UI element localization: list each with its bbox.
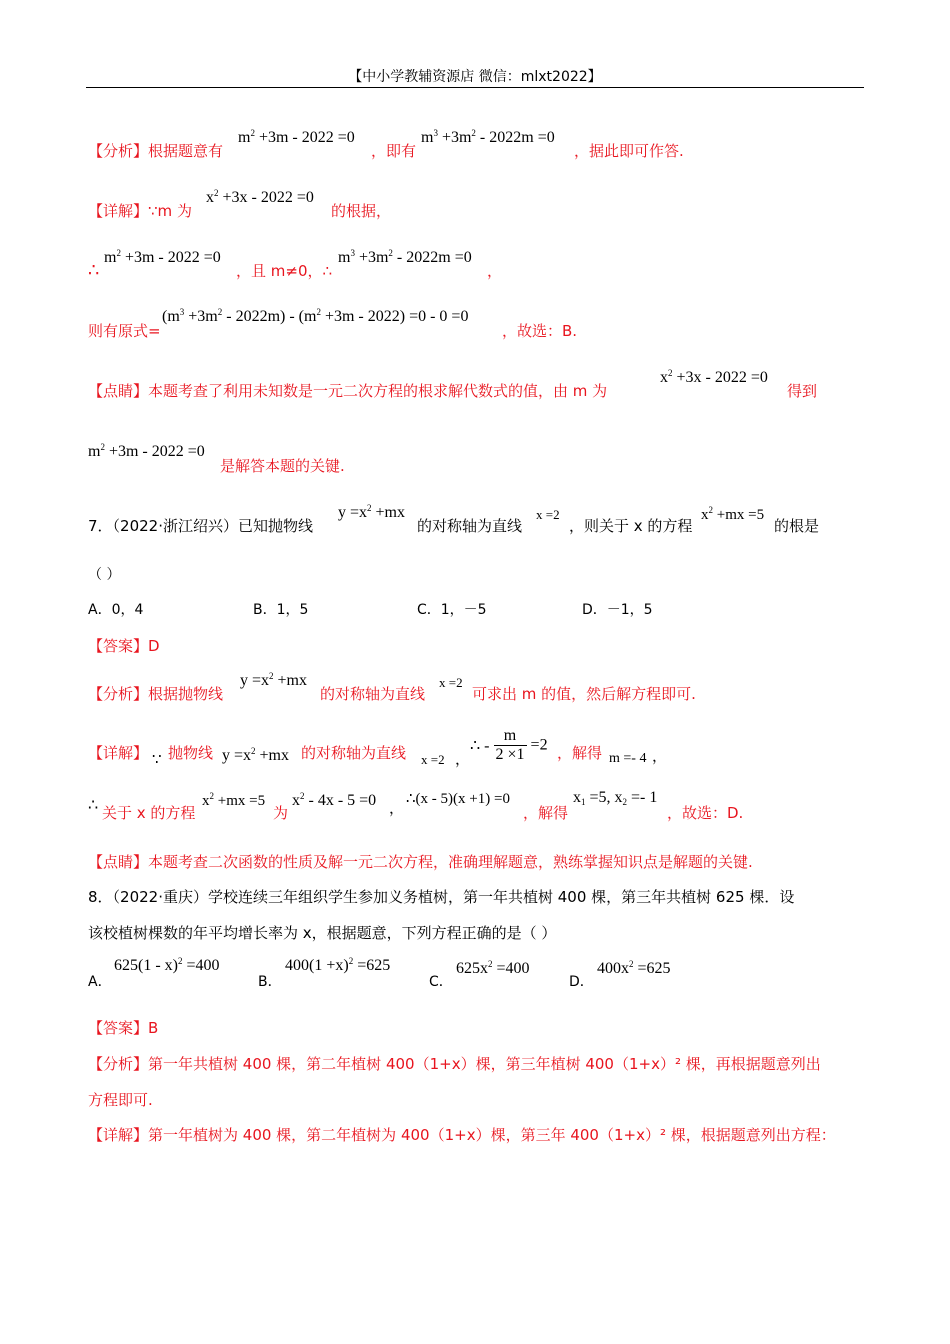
q8-analysis-line2: 方程即可. xyxy=(88,1091,153,1109)
q7-paren: （ ） xyxy=(88,567,121,583)
q8-answer: B xyxy=(148,1019,159,1037)
q7-fraction xyxy=(494,727,527,764)
q6-orig-choice: ，故选：B. xyxy=(502,322,578,340)
q7-l2-text2: 为 xyxy=(273,804,289,822)
q7-answer-line xyxy=(88,635,160,656)
q6-comment-text1: 本题考查了利用未知数是一元二次方程的根求解代数式的值，由 m 为 xyxy=(148,382,608,400)
q7-detail-comma2: ， xyxy=(652,749,668,765)
q7-detail-frac xyxy=(470,727,548,764)
q6-detail-text2: 的根据， xyxy=(331,202,392,220)
q6-analysis-tag: 【分析】 xyxy=(88,142,149,160)
q8-answer-tag: 【答案】 xyxy=(88,1019,149,1037)
q8-option-c-eq: $625x^2 =400$ xyxy=(456,959,530,977)
q7-detail-eq3: m =- 4 xyxy=(609,751,647,766)
q7-stem1: 7．（2022·浙江绍兴）已知抛物线 xyxy=(88,517,313,535)
q8-analysis-line1 xyxy=(88,1053,821,1074)
q7-detail-tag: 【详解】 xyxy=(88,744,149,762)
header-rule xyxy=(86,87,864,88)
q6-analysis-text1: 根据题意有 xyxy=(148,142,224,160)
q6-line3-comma: ， xyxy=(487,262,503,280)
q7-analysis-eq2: x =2 xyxy=(439,675,463,690)
q8-answer-line xyxy=(88,1017,158,1038)
q8-option-c-label: C． xyxy=(429,974,453,990)
q7-l2-eq1: $x^2 +mx =5$ xyxy=(202,791,266,809)
q7-option-b: B．1，5 xyxy=(253,602,309,618)
q7-l2-comma: ， xyxy=(389,801,405,817)
q7-answer: D xyxy=(148,637,160,655)
q7-answer-tag: 【答案】 xyxy=(88,637,149,655)
q7-analysis-text3: 可求出 m 的值，然后解方程即可. xyxy=(472,685,696,703)
q6-line3-eq1: $m^2 +3m - 2022 =0$ xyxy=(104,248,221,266)
q6-analysis-text3: ，据此即可作答. xyxy=(574,142,684,160)
q6-analysis-text2: ，即有 xyxy=(371,142,417,160)
q7-detail-eq2: x =2 xyxy=(421,752,445,767)
q7-comment-text: 本题考查二次函数的性质及解一元二次方程，准确理解题意，熟练掌握知识点是解题的关键. xyxy=(148,853,753,871)
q7-stem4: 的根是 xyxy=(774,517,820,535)
q6-analysis-line xyxy=(88,140,223,161)
q8-option-d-eq: $400x^2 =625$ xyxy=(597,959,671,977)
q8-option-d-label: D． xyxy=(569,974,594,990)
q7-l2-eq3: ∴(x - 5)(x +1) =0 xyxy=(406,791,510,807)
q8-detail-tag: 【详解】 xyxy=(88,1126,149,1144)
q7-l2-eq2: $x^2 - 4x - 5 =0$ xyxy=(292,791,377,809)
q7-option-a: A．0，4 xyxy=(88,602,144,618)
q7-comment-tag: 【点睛】 xyxy=(88,853,149,871)
q8-stem-line1: 8．（2022·重庆）学校连续三年组织学生参加义务植树，第一年共植树 400 棵，第三年共植树 625 棵．设 xyxy=(88,888,795,906)
q6-orig-text: 则有原式= xyxy=(88,322,161,340)
q7-detail-eq1: $y =x^2 +mx$ xyxy=(222,746,289,764)
q6-comment-eq: $x^2 +3x - 2022 =0$ xyxy=(660,368,768,386)
q8-option-a-eq: 625(1 - x)$^2$ =400 xyxy=(114,956,220,974)
q6-detail-eq1: $x^2 +3x - 2022 =0$ xyxy=(206,188,314,206)
q7-analysis-text2: 的对称轴为直线 xyxy=(320,685,426,703)
q8-detail-line1 xyxy=(88,1124,836,1145)
q6-analysis-eq2: $m^3 +3m^2 - 2022m =0$ xyxy=(421,128,555,146)
q7-option-d: D．－1，5 xyxy=(582,602,653,618)
q8-stem-line2: 该校植树棵数的年平均增长率为 x，根据题意，下列方程正确的是（ ） xyxy=(88,924,557,942)
q7-detail-text1: 抛物线 xyxy=(168,744,214,762)
q6-orig-eq: $(m^3 +3m^2 - 2022m) - (m^2 +3m - 2022) =0 - 0 =0$ xyxy=(162,307,469,325)
q8-detail-text1: 第一年植树为 400 棵，第二年植树为 400（1+x）棵，第三年 400（1+x）² 棵，根据题意列出方程： xyxy=(148,1126,836,1144)
q7-analysis-tag: 【分析】 xyxy=(88,685,149,703)
q6-comment-line xyxy=(88,380,607,401)
q7-option-c: C．1，－5 xyxy=(417,602,487,618)
q7-frac-prefix: ∴ - xyxy=(470,737,490,755)
q6-therefore-1: ∴ xyxy=(88,260,100,281)
q6-comment-text2: 得到 xyxy=(787,382,818,400)
q8-option-b-label: B． xyxy=(258,974,282,990)
q6-detail-tag: 【详解】 xyxy=(88,202,149,220)
q7-stem3: ，则关于 x 的方程 xyxy=(569,517,693,535)
q7-stem-eq2: x =2 xyxy=(536,507,560,522)
q7-frac-num: m xyxy=(494,727,527,746)
q7-frac-den: 2 ×1 xyxy=(495,746,525,763)
q7-detail-text3: ，解得 xyxy=(557,744,603,762)
q7-analysis-eq1: $y =x^2 +mx$ xyxy=(240,671,307,689)
q7-detail-comma1: ， xyxy=(455,752,471,768)
page-header: 【中小学教辅资源店 微信：mlxt2022】 xyxy=(348,69,602,85)
q6-line3-text: ，且 m≠0，∴ xyxy=(236,262,333,280)
q8-analysis-tag: 【分析】 xyxy=(88,1055,149,1073)
q8-analysis-text1: 第一年共植树 400 棵，第二年植树 400（1+x）棵，第三年植树 400（1+x）² 棵，再根据题意列出 xyxy=(148,1055,821,1073)
q7-comment-line xyxy=(88,851,753,872)
q7-analysis-text1: 根据抛物线 xyxy=(148,685,224,703)
q8-option-a-label: A． xyxy=(88,974,112,990)
q6-comment-eq2: $m^2 +3m - 2022 =0$ xyxy=(88,442,205,460)
q7-analysis-line xyxy=(88,683,223,704)
q6-detail-line xyxy=(88,200,192,221)
q7-l2-eq4: $x_1 =5$, $x_2 =- 1$ xyxy=(573,789,658,807)
q7-l2-therefore: ∴ xyxy=(88,797,99,814)
q6-comment-tag: 【点睛】 xyxy=(88,382,149,400)
q6-line3-eq2: $m^3 +3m^2 - 2022m =0$ xyxy=(338,248,472,266)
q6-detail-text1: ∵m 为 xyxy=(148,202,192,220)
q7-frac-suffix: =2 xyxy=(530,736,548,754)
q7-stem2: 的对称轴为直线 xyxy=(417,517,523,535)
q7-l2-text1: 关于 x 的方程 xyxy=(102,804,196,822)
q8-option-b-eq: $400(1 +x)^2 =625$ xyxy=(285,956,391,974)
q7-detail-text2: 的对称轴为直线 xyxy=(301,744,407,762)
q7-stem-eq1: $y =x^2 +mx$ xyxy=(338,503,405,521)
q6-analysis-eq1: $m^2 +3m - 2022 =0$ xyxy=(238,128,355,146)
q7-stem-eq3: $x^2 +mx =5$ xyxy=(701,505,765,523)
q7-l2-text3: ，解得 xyxy=(523,804,569,822)
q7-l2-text4: ，故选：D. xyxy=(667,804,744,822)
q7-because: ∵ xyxy=(152,752,162,768)
q6-comment-text3: 是解答本题的关键. xyxy=(220,457,345,475)
